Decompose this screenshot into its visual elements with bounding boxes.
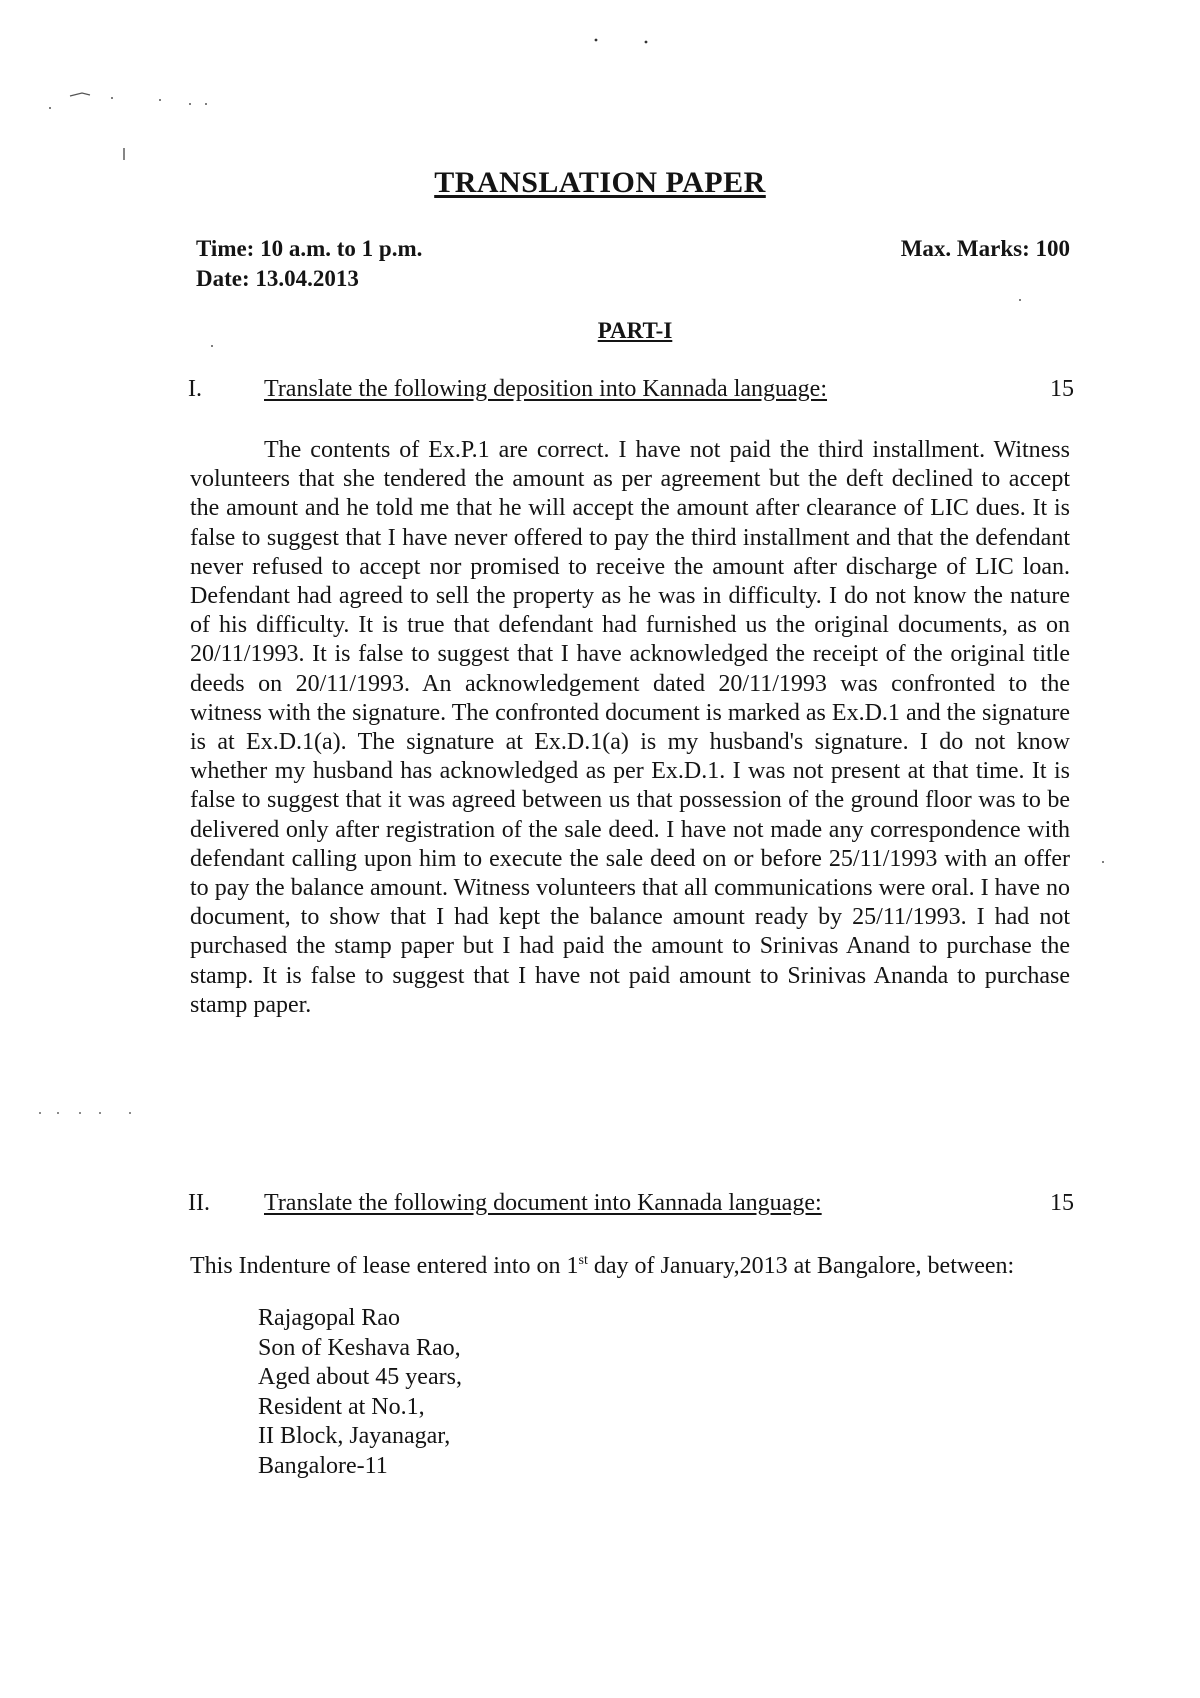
exam-schedule	[196, 234, 422, 294]
lease-intro-start: This Indenture of lease entered into on 1	[190, 1253, 579, 1279]
question-marks: 15	[1050, 376, 1074, 402]
exam-date: Date: 13.04.2013	[196, 266, 359, 291]
lease-intro-end: day of January,2013 at Bangalore, between:	[587, 1253, 1015, 1279]
question-instruction: Translate the following document into Kannada language:	[264, 1190, 822, 1216]
address-line: Resident at No.1,	[258, 1393, 425, 1420]
question-2-heading	[188, 1190, 1074, 1217]
address-line: II Block, Jayanagar,	[258, 1423, 451, 1449]
deposition-text: The contents of Ex.P.1 are correct. I have not paid the third installment. Witness volunteers that she tendered the amount as per agreement but the deft declined to accept the amount and he told me that he will accept the amount after clearance of LIC dues. It is false to suggest that I have never offered to pay the third installment and that the defendant never refused to accept nor promised to receive the amount after discharge of LIC loan. Defendant had agreed to sell the property as he was in difficulty. I do not know the nature of his difficulty. It is true that defendant had furnished us the original documents, as on 20/11/1993. It is false to suggest that I have acknowledged the receipt of the original title deeds on 20/11/1993. An acknowledgement dated 20/11/1993 was confronted to the witness with the signature. The confronted document is marked as Ex.D.1 and the signature is at Ex.D.1(a). The signature at Ex.D.1(a) is my husband's signature. I do not know whether my husband has acknowledged as per Ex.D.1. I was not present at that time. It is false to suggest that it was agreed between us that possession of the ground floor was to be delivered only after registration of the sale deed. I have not made any correspondence with defendant calling upon him to execute the sale deed on or before 25/11/1993 with an offer to pay the balance amount. Witness volunteers that all communications were oral. I have no document, to show that I had kept the balance amount ready by 25/11/1993. I had not purchased the stamp paper but I had paid the amount to Srinivas Anand to purchase the stamp. It is false to suggest that I have not paid amount to Srinivas Ananda to purchase stamp paper.	[190, 437, 1070, 1018]
part-heading: PART-I	[597, 318, 673, 343]
page-title: TRANSLATION PAPER	[434, 166, 766, 199]
exam-time: Time: 10 a.m. to 1 p.m.	[196, 236, 423, 261]
lessor-address	[258, 1304, 462, 1481]
question-1-heading	[188, 376, 1074, 403]
address-line: Bangalore-11	[258, 1452, 388, 1479]
question-instruction: Translate the following deposition into Kannada language:	[264, 376, 828, 402]
question-marks: 15	[1050, 1190, 1074, 1216]
address-line: Aged about 45 years,	[258, 1364, 462, 1390]
address-line: Rajagopal Rao	[258, 1305, 400, 1331]
address-line: Son of Keshava Rao,	[258, 1334, 461, 1361]
lease-intro-text	[190, 1246, 1070, 1281]
question-number: II.	[188, 1190, 210, 1216]
question-number: I.	[188, 376, 202, 402]
ordinal-suffix: st	[578, 1253, 588, 1268]
max-marks: Max. Marks: 100	[900, 236, 1070, 261]
